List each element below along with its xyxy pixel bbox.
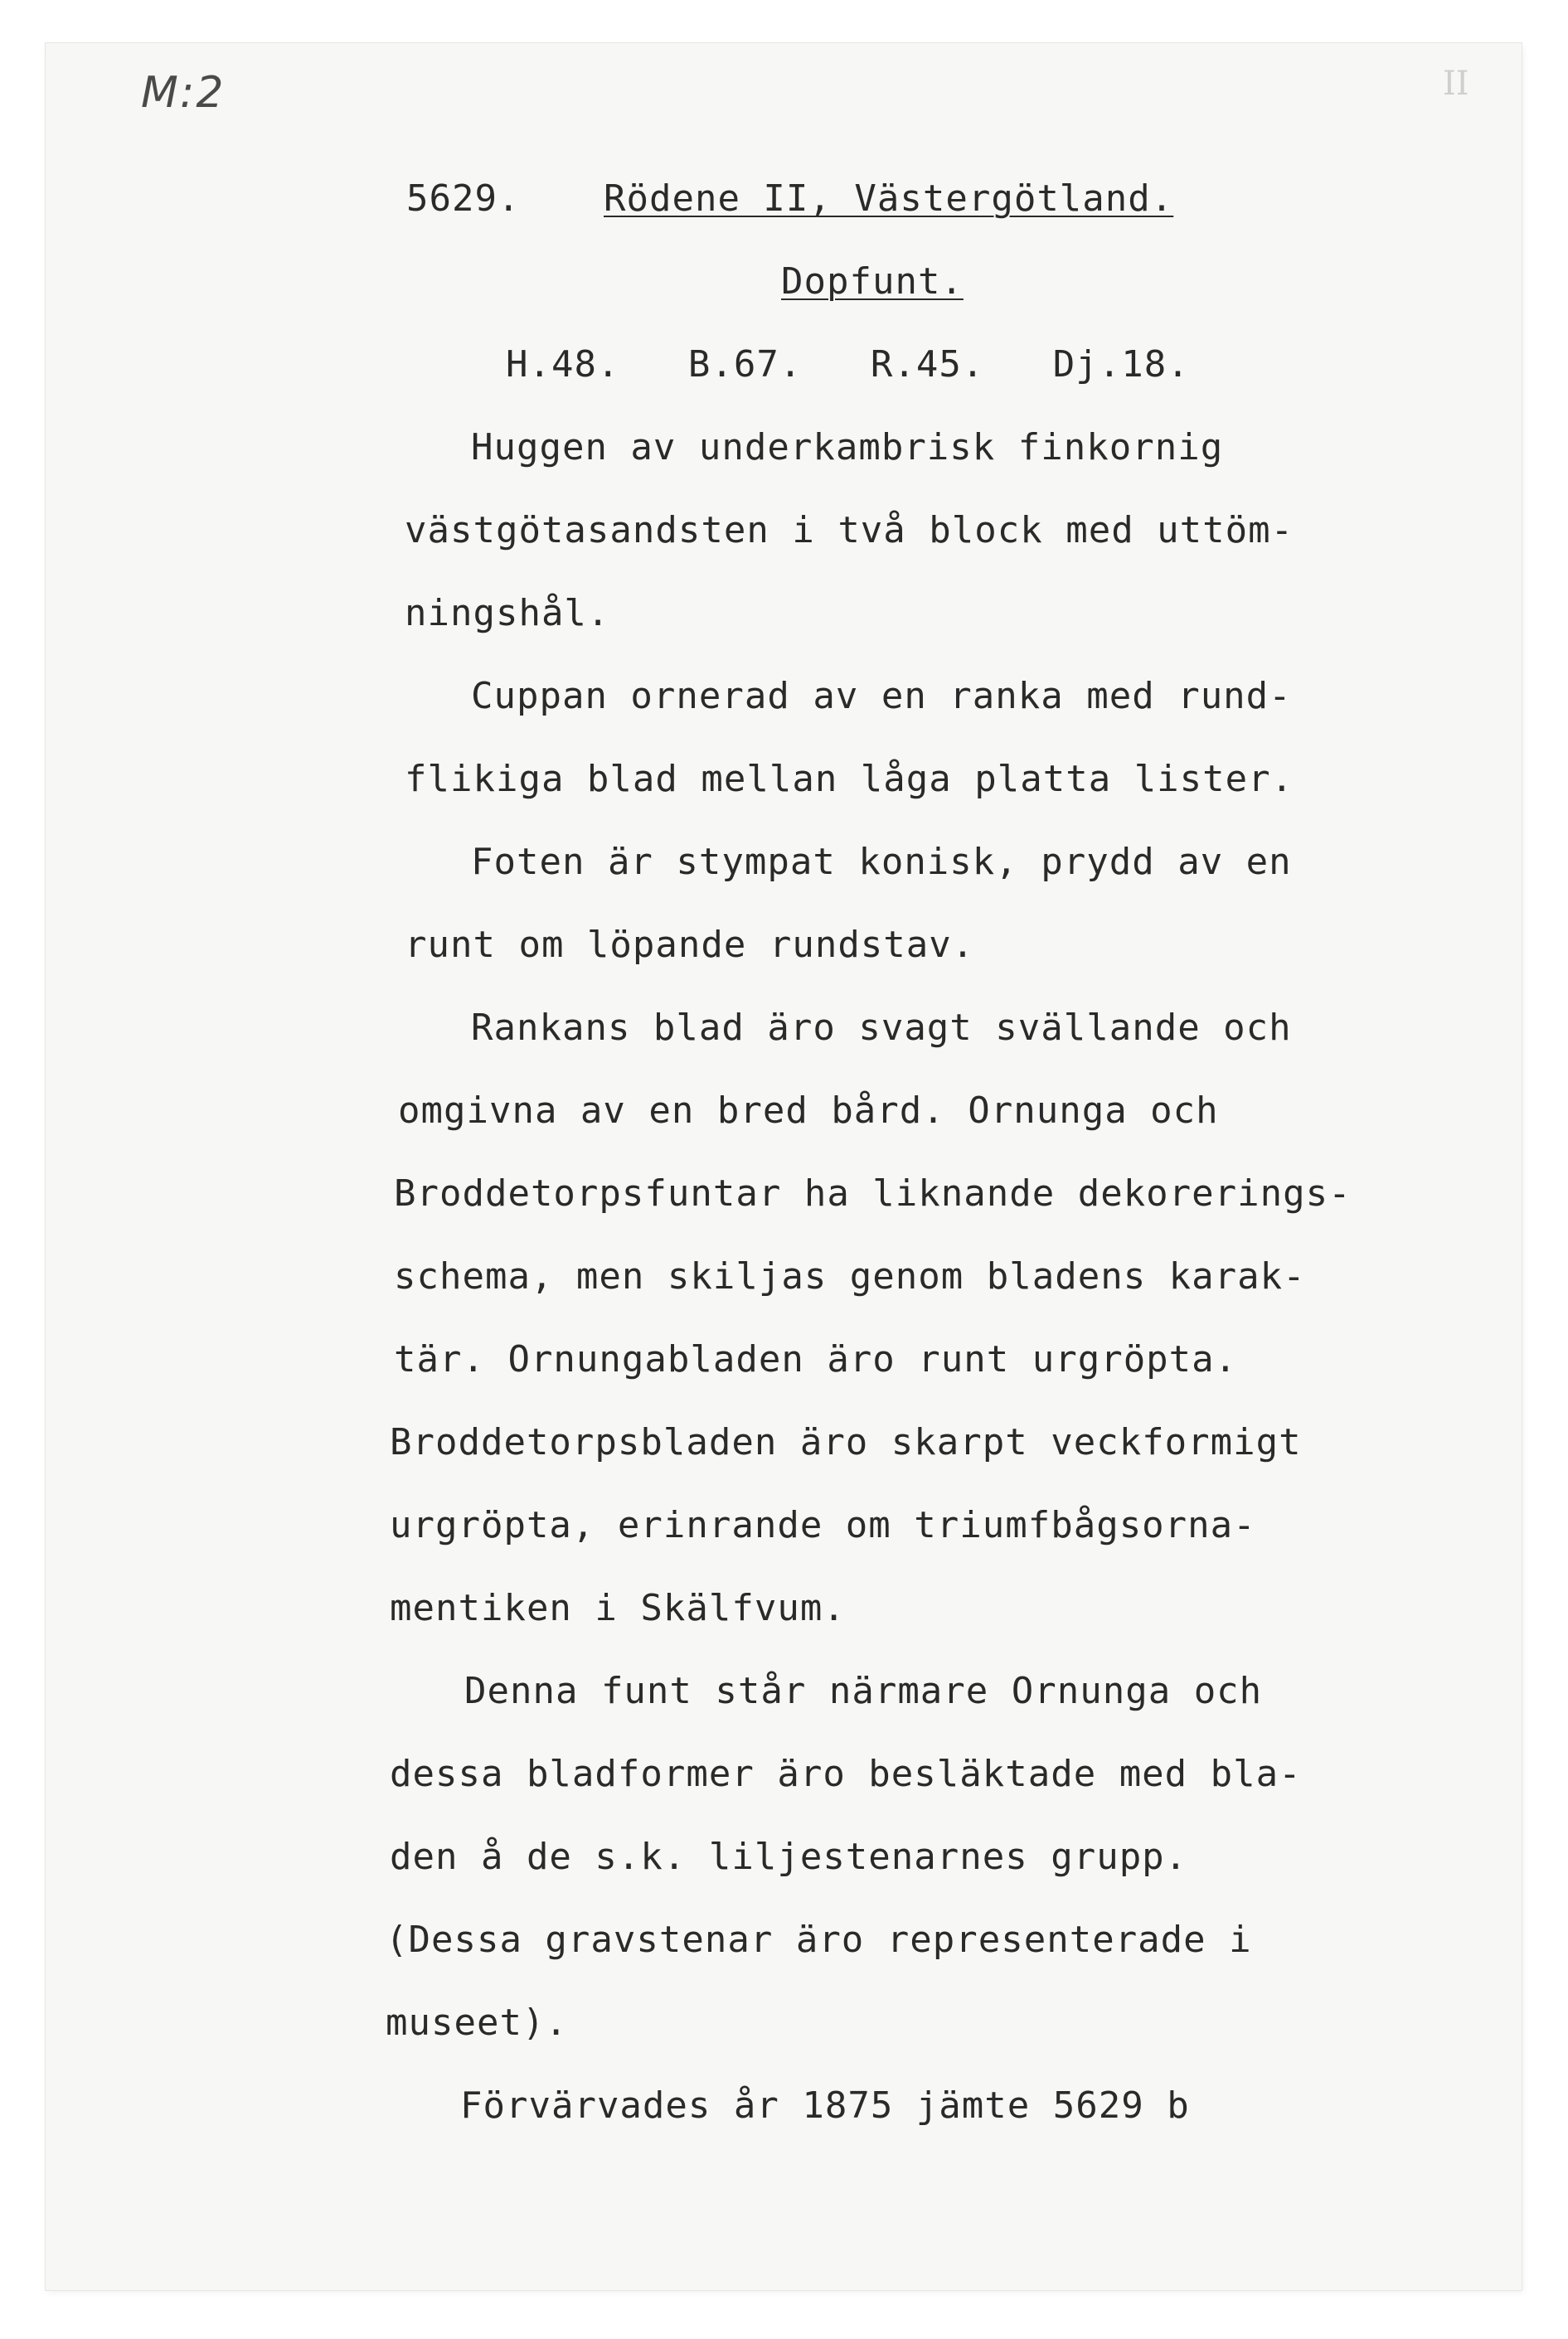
body-line: tär. Ornungabladen äro runt urgröpta. [394, 1338, 1238, 1381]
body-line: flikiga blad mellan låga platta lister. [405, 758, 1294, 800]
body-line: Broddetorpsbladen äro skarpt veckformigt [390, 1421, 1302, 1463]
acquisition-line: Förvärvades år 1875 jämte 5629 b [460, 2084, 1190, 2127]
body-line: dessa bladformer äro besläktade med bla- [390, 1753, 1302, 1795]
body-line: ningshål. [405, 592, 610, 634]
body-line: museet). [386, 2002, 568, 2044]
body-line: västgötasandsten i två block med uttöm- [405, 509, 1294, 551]
object-heading: Dopfunt. [781, 260, 964, 303]
body-line: den å de s.k. liljestenarnes grupp. [390, 1836, 1188, 1878]
body-line: schema, men skiljas genom bladens karak- [394, 1255, 1306, 1298]
body-line: (Dessa gravstenar äro representerade i [386, 1919, 1252, 1961]
body-line: mentiken i Skälfvum. [390, 1587, 846, 1629]
catalog-number: 5629. [406, 177, 521, 220]
body-line: Rankans blad äro svagt svällande och [471, 1007, 1292, 1049]
body-line: Broddetorpsfuntar ha liknande dekorerings- [394, 1172, 1352, 1215]
body-line: Denna funt står närmare Ornunga och [464, 1670, 1263, 1712]
body-line: Cuppan ornerad av en ranka med rund- [471, 675, 1292, 717]
dimensions-line: H.48. B.67. R.45. Dj.18. [506, 343, 1190, 386]
handwritten-code: M:2 [141, 68, 226, 118]
corner-mark: II [1443, 65, 1469, 103]
body-line: Huggen av underkambrisk finkornig [471, 426, 1224, 468]
place-heading: Rödene II, Västergötland. [604, 177, 1174, 220]
body-line: runt om löpande rundstav. [405, 924, 975, 966]
body-line: Foten är stympat konisk, prydd av en [471, 841, 1292, 883]
body-line: urgröpta, erinrande om triumfbågsorna- [390, 1504, 1256, 1546]
body-line: omgivna av en bred bård. Ornunga och [398, 1089, 1219, 1132]
